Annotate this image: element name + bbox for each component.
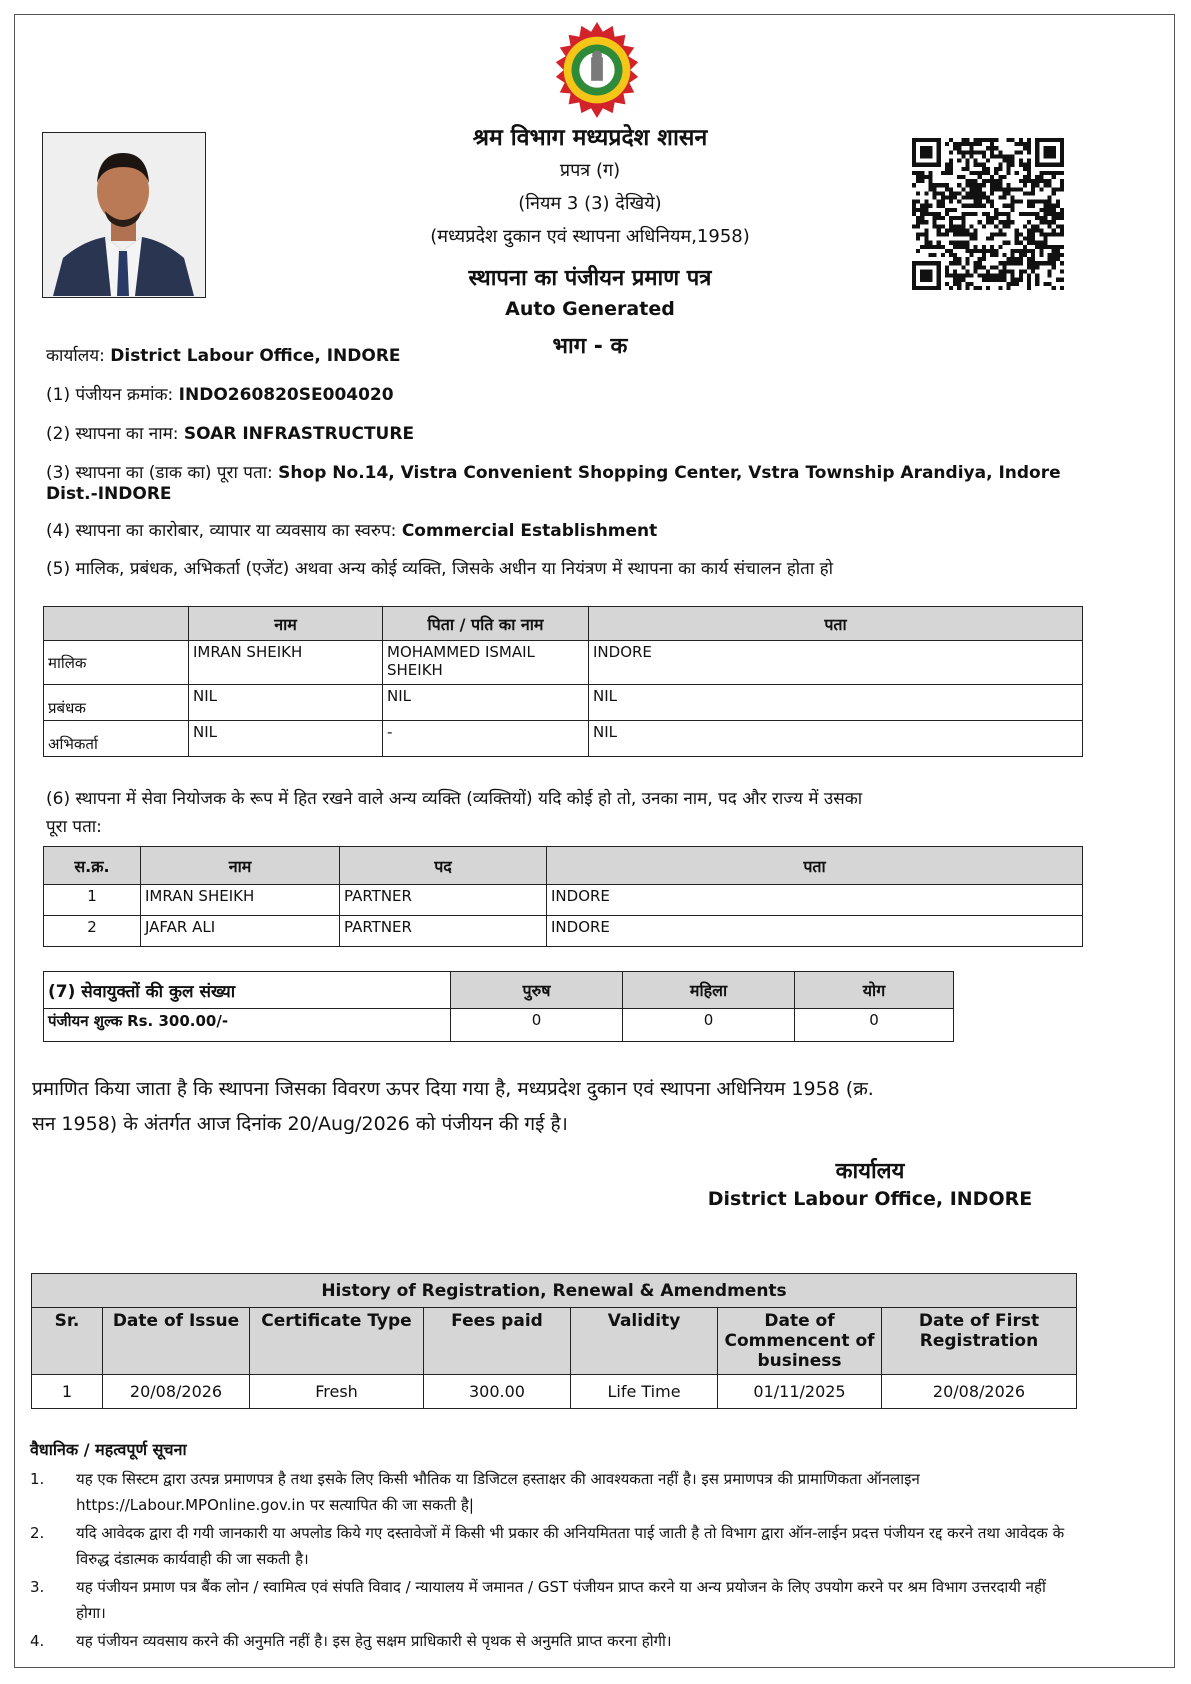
table-row <box>44 721 1083 757</box>
owners-header-father: पिता / पति का नाम <box>383 607 589 641</box>
manager-address: NIL <box>589 685 1083 721</box>
history-header-fees: Fees paid <box>424 1308 571 1375</box>
address-district: Dist.-INDORE <box>46 484 172 504</box>
business-nature-label: (4) स्थापना का कारोबार, व्यापार या व्यवसाय का स्वरुप: <box>46 521 397 541</box>
note-number: 4. <box>30 1632 45 1650</box>
fee-cell <box>44 1009 451 1042</box>
address-line-2 <box>46 484 172 504</box>
auto-generated-label: Auto Generated <box>505 298 675 320</box>
note-number: 1. <box>30 1470 45 1488</box>
employees-header-male: पुरुष <box>451 972 623 1009</box>
persons-header-sr: स.क्र. <box>44 847 141 885</box>
question-6-cont: पूरा पता: <box>46 817 102 837</box>
certify-line-2: सन 1958) के अंतर्गत आज दिनांक 20/Aug/2026 को पंजीयन की गई है। <box>32 1113 568 1135</box>
registration-number-label: (1) पंजीयन क्रमांक: <box>46 385 174 405</box>
history-first-registration: 20/08/2026 <box>882 1375 1077 1409</box>
person-post: PARTNER <box>340 916 547 947</box>
note-text: यह पंजीयन व्यवसाय करने की अनुमति नहीं है। इस हेतु सक्षम प्राधिकारी से पृथक से अनुमति प्राप्त करना होगी। <box>76 1632 672 1650</box>
history-sr: 1 <box>32 1375 103 1409</box>
manager-name: NIL <box>189 685 383 721</box>
state-emblem-icon <box>548 22 646 120</box>
signatory-office: District Labour Office, INDORE <box>707 1188 1033 1210</box>
person-address: INDORE <box>547 885 1083 916</box>
person-address: INDORE <box>547 916 1083 947</box>
establishment-name-line <box>46 421 414 444</box>
history-commencement: 01/11/2025 <box>718 1375 882 1409</box>
note-number: 3. <box>30 1578 45 1596</box>
form-number: प्रपत्र (ग) <box>559 160 621 181</box>
address-line <box>46 460 1061 483</box>
act-reference: (मध्यप्रदेश दुकान एवं स्थापना अधिनियम,1958) <box>430 226 750 247</box>
note-text: यदि आवेदक द्वारा दी गयी जानकारी या अपलोड किये गए दस्तावेजों में किसी भी प्रकार की अनियमितता पाई जाती है तो विभाग द्वारा ऑन-लाईन प्रदत्त पंजीयन रद्द करने तथा आवेदक के विरुद्ध दंडात्मक कार्यवाही की जा सकती है। <box>76 1524 1065 1568</box>
person-post: PARTNER <box>340 885 547 916</box>
note-text: यह एक सिस्टम द्वारा उत्पन्न प्रमाणपत्र है तथा इसके लिए किसी भौतिक या डिजिटल हस्ताक्षर की आवश्यकता नहीं है। इस प्रमाणपत्र की प्रामाणिकता ऑनलाइन https://Labour.MPOnline.gov.in पर सत्यापित की जा सकती है| <box>76 1470 920 1514</box>
history-header-issue-date: Date of Issue <box>103 1308 250 1375</box>
department-title: श्रम विभाग मध्यप्रदेश शासन <box>472 125 708 151</box>
part-label: भाग - क <box>552 334 628 359</box>
list-item <box>30 1574 1070 1626</box>
history-title: History of Registration, Renewal & Amendments <box>32 1274 1077 1308</box>
establishment-name-label: (2) स्थापना का नाम: <box>46 424 179 444</box>
employees-male: 0 <box>451 1009 623 1042</box>
persons-header-name: नाम <box>141 847 340 885</box>
table-row <box>44 685 1083 721</box>
agent-name: NIL <box>189 721 383 757</box>
owner-name: IMRAN SHEIKH <box>189 641 383 685</box>
notes-title: वैधानिक / महत्वपूर्ण सूचना <box>30 1440 187 1459</box>
office-value: District Labour Office, INDORE <box>110 346 401 366</box>
history-header-sr: Sr. <box>32 1308 103 1375</box>
address-value: Shop No.14, Vistra Convenient Shopping Center, Vstra Township Arandiya, Indore <box>278 463 1061 483</box>
history-issue-date: 20/08/2026 <box>103 1375 250 1409</box>
establishment-name: SOAR INFRASTRUCTURE <box>183 424 415 444</box>
business-nature: Commercial Establishment <box>401 521 658 541</box>
employees-female: 0 <box>623 1009 795 1042</box>
list-item <box>30 1520 1070 1572</box>
person-name: IMRAN SHEIKH <box>141 885 340 916</box>
table-row <box>32 1375 1077 1409</box>
history-cert-type: Fresh <box>250 1375 424 1409</box>
employees-header-total: योग <box>795 972 954 1009</box>
note-number: 2. <box>30 1524 45 1542</box>
registration-number: INDO260820SE004020 <box>178 385 394 405</box>
row-label-manager: प्रबंधक <box>44 685 189 721</box>
owner-address: INDORE <box>589 641 1083 685</box>
list-item <box>30 1628 1070 1654</box>
rule-reference: (नियम 3 (3) देखिये) <box>518 193 662 214</box>
history-validity: Life Time <box>571 1375 718 1409</box>
history-table <box>31 1273 1077 1409</box>
certify-line-1: प्रमाणित किया जाता है कि स्थापना जिसका विवरण ऊपर दिया गया है, मध्यप्रदेश दुकान एवं स्थापना अधिनियम 1958 (क्र. <box>32 1078 874 1100</box>
history-fees: 300.00 <box>424 1375 571 1409</box>
qr-code <box>912 138 1064 290</box>
office-line <box>46 343 401 366</box>
question-5: (5) मालिक, प्रबंधक, अभिकर्ता (एजेंट) अथवा अन्य कोई व्यक्ति, जिसके अधीन या नियंत्रण में स्थापना का कार्य संचालन होता हो <box>46 559 834 579</box>
agent-address: NIL <box>589 721 1083 757</box>
owner-father-name: MOHAMMED ISMAIL SHEIKH <box>383 641 589 685</box>
registration-number-line <box>46 382 394 405</box>
table-row <box>44 641 1083 685</box>
employees-table <box>43 971 954 1042</box>
note-text: यह पंजीयन प्रमाण पत्र बैंक लोन / स्वामित्व एवं संपति विवाद / न्यायालय में जमानत / GST पंजीयन प्राप्त करने या अन्य प्रयोजन के लिए उपयोग करने पर श्रम विभाग उत्तरदायी नहीं होगा। <box>76 1578 1046 1622</box>
employees-label: (7) सेवायुक्तों की कुल संख्या <box>44 972 451 1009</box>
persons-table <box>43 846 1083 947</box>
certificate-title: स्थापना का पंजीयन प्रमाण पत्र <box>468 266 712 291</box>
persons-header-address: पता <box>547 847 1083 885</box>
row-label-owner: मालिक <box>44 641 189 685</box>
employees-total: 0 <box>795 1009 954 1042</box>
manager-father-name: NIL <box>383 685 589 721</box>
table-row <box>44 885 1083 916</box>
person-sr: 1 <box>44 885 141 916</box>
question-6: (6) स्थापना में सेवा नियोजक के रूप में हित रखने वाले अन्य व्यक्ति (व्यक्तियों) यदि कोई हो तो, उनका नाम, पद और राज्य में उसका <box>46 789 863 809</box>
history-header-cert-type: Certificate Type <box>250 1308 424 1375</box>
history-header-first-registration: Date of First Registration <box>882 1308 1077 1375</box>
employees-header-female: महिला <box>623 972 795 1009</box>
owners-header-blank <box>44 607 189 641</box>
row-label-agent: अभिकर्ता <box>44 721 189 757</box>
owners-header-address: पता <box>589 607 1083 641</box>
person-sr: 2 <box>44 916 141 947</box>
list-item <box>30 1466 1070 1518</box>
history-header-validity: Validity <box>571 1308 718 1375</box>
persons-header-post: पद <box>340 847 547 885</box>
person-name: JAFAR ALI <box>141 916 340 947</box>
business-nature-line <box>46 518 657 541</box>
fee-value: Rs. 300.00/- <box>127 1012 229 1030</box>
owners-header-name: नाम <box>189 607 383 641</box>
signatory-title: कार्यालय <box>835 1159 905 1184</box>
table-row <box>44 916 1083 947</box>
fee-label: पंजीयन शुल्क <box>48 1012 123 1030</box>
office-label: कार्यालय: <box>46 346 105 366</box>
address-label: (3) स्थापना का (डाक का) पूरा पता: <box>46 463 273 483</box>
owners-table <box>43 606 1083 757</box>
applicant-photo <box>42 132 206 298</box>
agent-father-name: - <box>383 721 589 757</box>
notes-section <box>30 1438 1070 1656</box>
history-header-commencement: Date of Commencent of business <box>718 1308 882 1375</box>
